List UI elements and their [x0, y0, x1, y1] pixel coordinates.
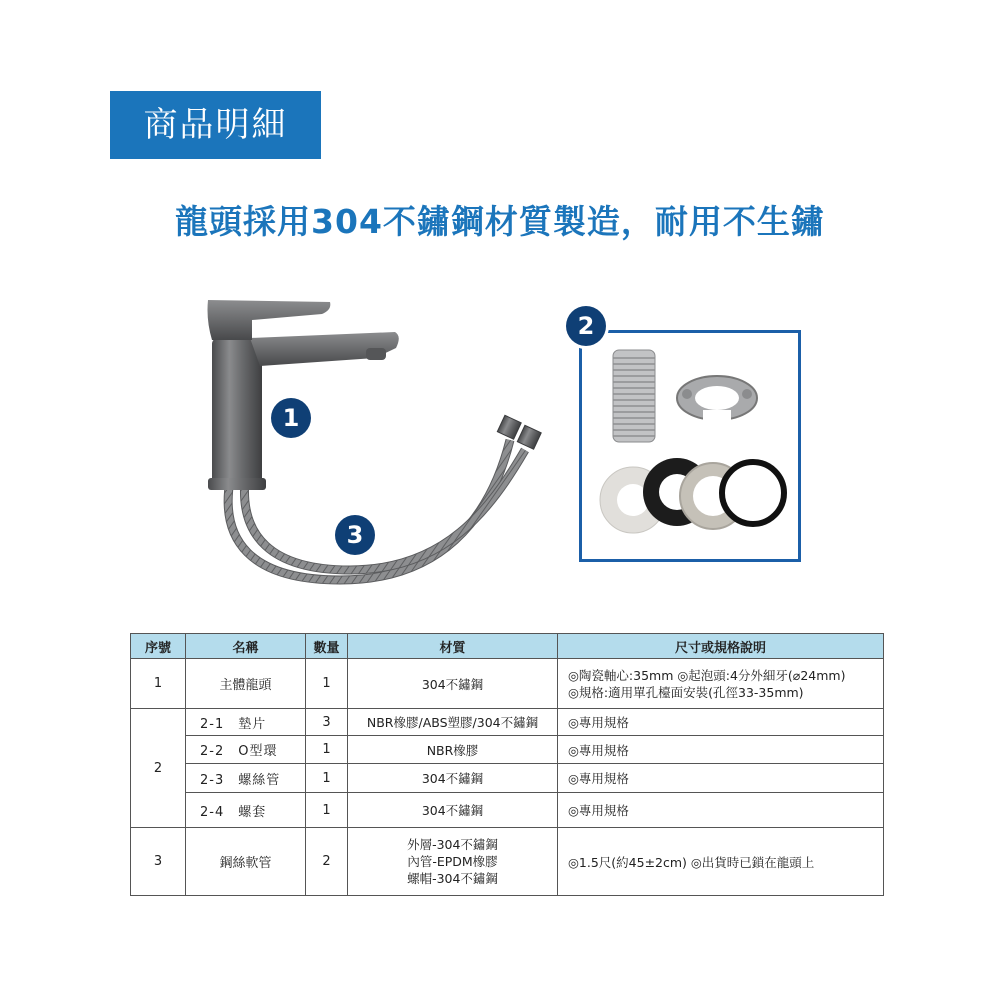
row3-qty: 2: [306, 828, 348, 896]
table-row: [131, 764, 884, 793]
header-material: 材質: [348, 634, 558, 659]
row2-2-name: 2-2 O型環: [186, 736, 306, 764]
row2-1-qty: 3: [306, 709, 348, 736]
table-row: [131, 793, 884, 828]
row3-no: 3: [131, 828, 186, 896]
callout-2-badge: 2: [566, 306, 606, 346]
row1-qty: 1: [306, 659, 348, 709]
row1-no: 1: [131, 659, 186, 709]
row1-spec-line1: ◎陶瓷軸心:35mm ◎起泡頭:4分外細牙(⌀24mm): [568, 667, 846, 683]
row2-3-name: 2-3 螺絲管: [186, 764, 306, 793]
header-spec: 尺寸或規格說明: [558, 634, 884, 659]
table-row: [131, 709, 884, 736]
row1-name: 主體龍頭: [186, 659, 306, 709]
row2-1-material: NBR橡膠/ABS塑膠/304不鏽鋼: [348, 709, 558, 736]
table-row: [131, 736, 884, 764]
parts-illustration: [575, 300, 815, 570]
row2-2-material: NBR橡膠: [348, 736, 558, 764]
row3-material-line3: 螺帽-304不鏽鋼: [407, 871, 498, 886]
table-header-row: [131, 634, 884, 659]
row3-material-line2: 內管-EPDM橡膠: [407, 854, 498, 869]
table-row: [131, 828, 884, 896]
callout-3-badge: 3: [335, 515, 375, 555]
row2-4-spec: ◎專用規格: [558, 793, 884, 828]
callout-1-badge: 1: [271, 398, 311, 438]
row3-material: [348, 828, 558, 896]
row2-2-qty: 1: [306, 736, 348, 764]
group2-no: 2: [131, 709, 186, 828]
row2-3-material: 304不鏽鋼: [348, 764, 558, 793]
row2-3-qty: 1: [306, 764, 348, 793]
row3-spec: ◎1.5尺(約45±2cm) ◎出貨時已鎖在龍頭上: [558, 828, 884, 896]
row1-spec-line2: ◎規格:適用單孔檯面安裝(孔徑33-35mm): [568, 684, 804, 700]
row3-name: 鋼絲軟管: [186, 828, 306, 896]
faucet-illustration: [190, 280, 590, 610]
row3-material-line1: 外層-304不鏽鋼: [407, 837, 498, 852]
spec-table: [130, 633, 884, 896]
header-qty: 數量: [306, 634, 348, 659]
row2-2-spec: ◎專用規格: [558, 736, 884, 764]
product-headline: 龍頭採用304不鏽鋼材質製造，耐用不生鏽: [175, 202, 825, 241]
header-name: 名稱: [186, 634, 306, 659]
row2-3-spec: ◎專用規格: [558, 764, 884, 793]
section-title-tag: 商品明細: [110, 91, 321, 159]
row1-material: 304不鏽鋼: [348, 659, 558, 709]
row2-4-qty: 1: [306, 793, 348, 828]
row1-spec: [558, 659, 884, 709]
row2-4-name: 2-4 螺套: [186, 793, 306, 828]
row2-1-name: 2-1 墊片: [186, 709, 306, 736]
table-row: [131, 659, 884, 709]
row2-4-material: 304不鏽鋼: [348, 793, 558, 828]
row2-1-spec: ◎專用規格: [558, 709, 884, 736]
header-no: 序號: [131, 634, 186, 659]
